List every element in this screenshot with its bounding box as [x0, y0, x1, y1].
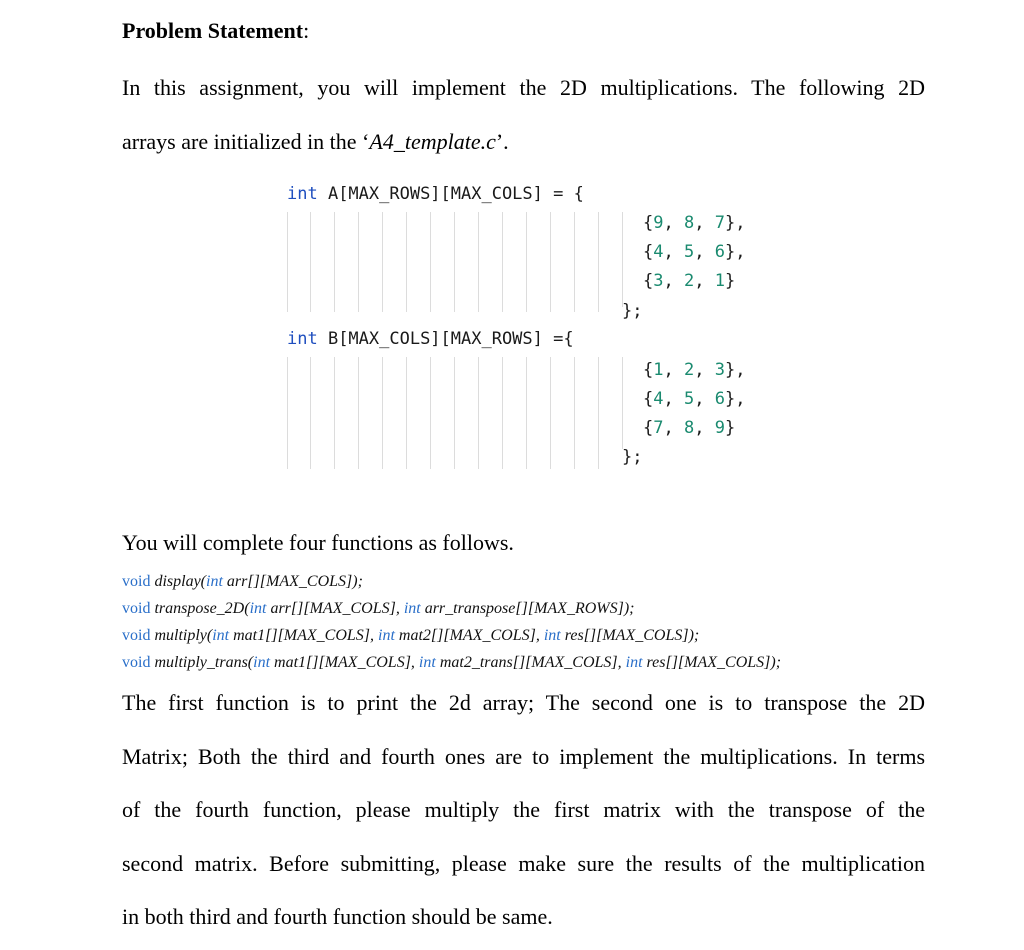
array-b-row: {1, 2, 3},: [643, 360, 746, 380]
template-filename: A4_template.c: [369, 129, 496, 154]
array-a-row: {4, 5, 6},: [643, 242, 746, 262]
function-signature-multiply: void multiply(int mat1[][MAX_COLS], int mat2[][MAX_COLS], int res[][MAX_COLS]);: [122, 627, 700, 644]
array-a-row: {3, 2, 1}: [643, 271, 736, 291]
description-line-4: second matrix. Before submitting, please make sure the results of the multiplication: [122, 851, 925, 876]
function-signature-transpose: void transpose_2D(int arr[][MAX_COLS], int arr_transpose[][MAX_ROWS]);: [122, 600, 635, 617]
description-line-1: The first function is to print the 2d array; The second one is to transpose the 2D: [122, 690, 925, 715]
description-line-3: of the fourth function, please multiply the first matrix with the transpose of the: [122, 797, 925, 822]
problem-statement-heading: Problem Statement:: [122, 18, 310, 43]
description-line-5: in both third and fourth function should be same.: [122, 904, 553, 929]
array-a-declaration: int A[MAX_ROWS][MAX_COLS] = {: [287, 184, 584, 204]
complete-functions-text: You will complete four functions as follows.: [122, 530, 514, 555]
function-signature-multiply-trans: void multiply_trans(int mat1[][MAX_COLS], int mat2_trans[][MAX_COLS], int res[][MAX_COLS]);: [122, 654, 782, 671]
array-b-row: {4, 5, 6},: [643, 389, 746, 409]
array-a-end: };: [622, 301, 643, 321]
array-b-row: {7, 8, 9}: [643, 418, 736, 438]
function-signature-display: void display(int arr[][MAX_COLS]);: [122, 573, 363, 590]
array-b-end: };: [622, 447, 643, 467]
array-a-row: {9, 8, 7},: [643, 213, 746, 233]
intro-line-1: In this assignment, you will implement the 2D multiplications. The following 2D: [122, 75, 925, 100]
description-line-2: Matrix; Both the third and fourth ones are to implement the multiplications. In terms: [122, 744, 925, 769]
intro-line-2: arrays are initialized in the ‘A4_template.c’.: [122, 129, 509, 154]
array-b-declaration: int B[MAX_COLS][MAX_ROWS] ={: [287, 329, 574, 349]
